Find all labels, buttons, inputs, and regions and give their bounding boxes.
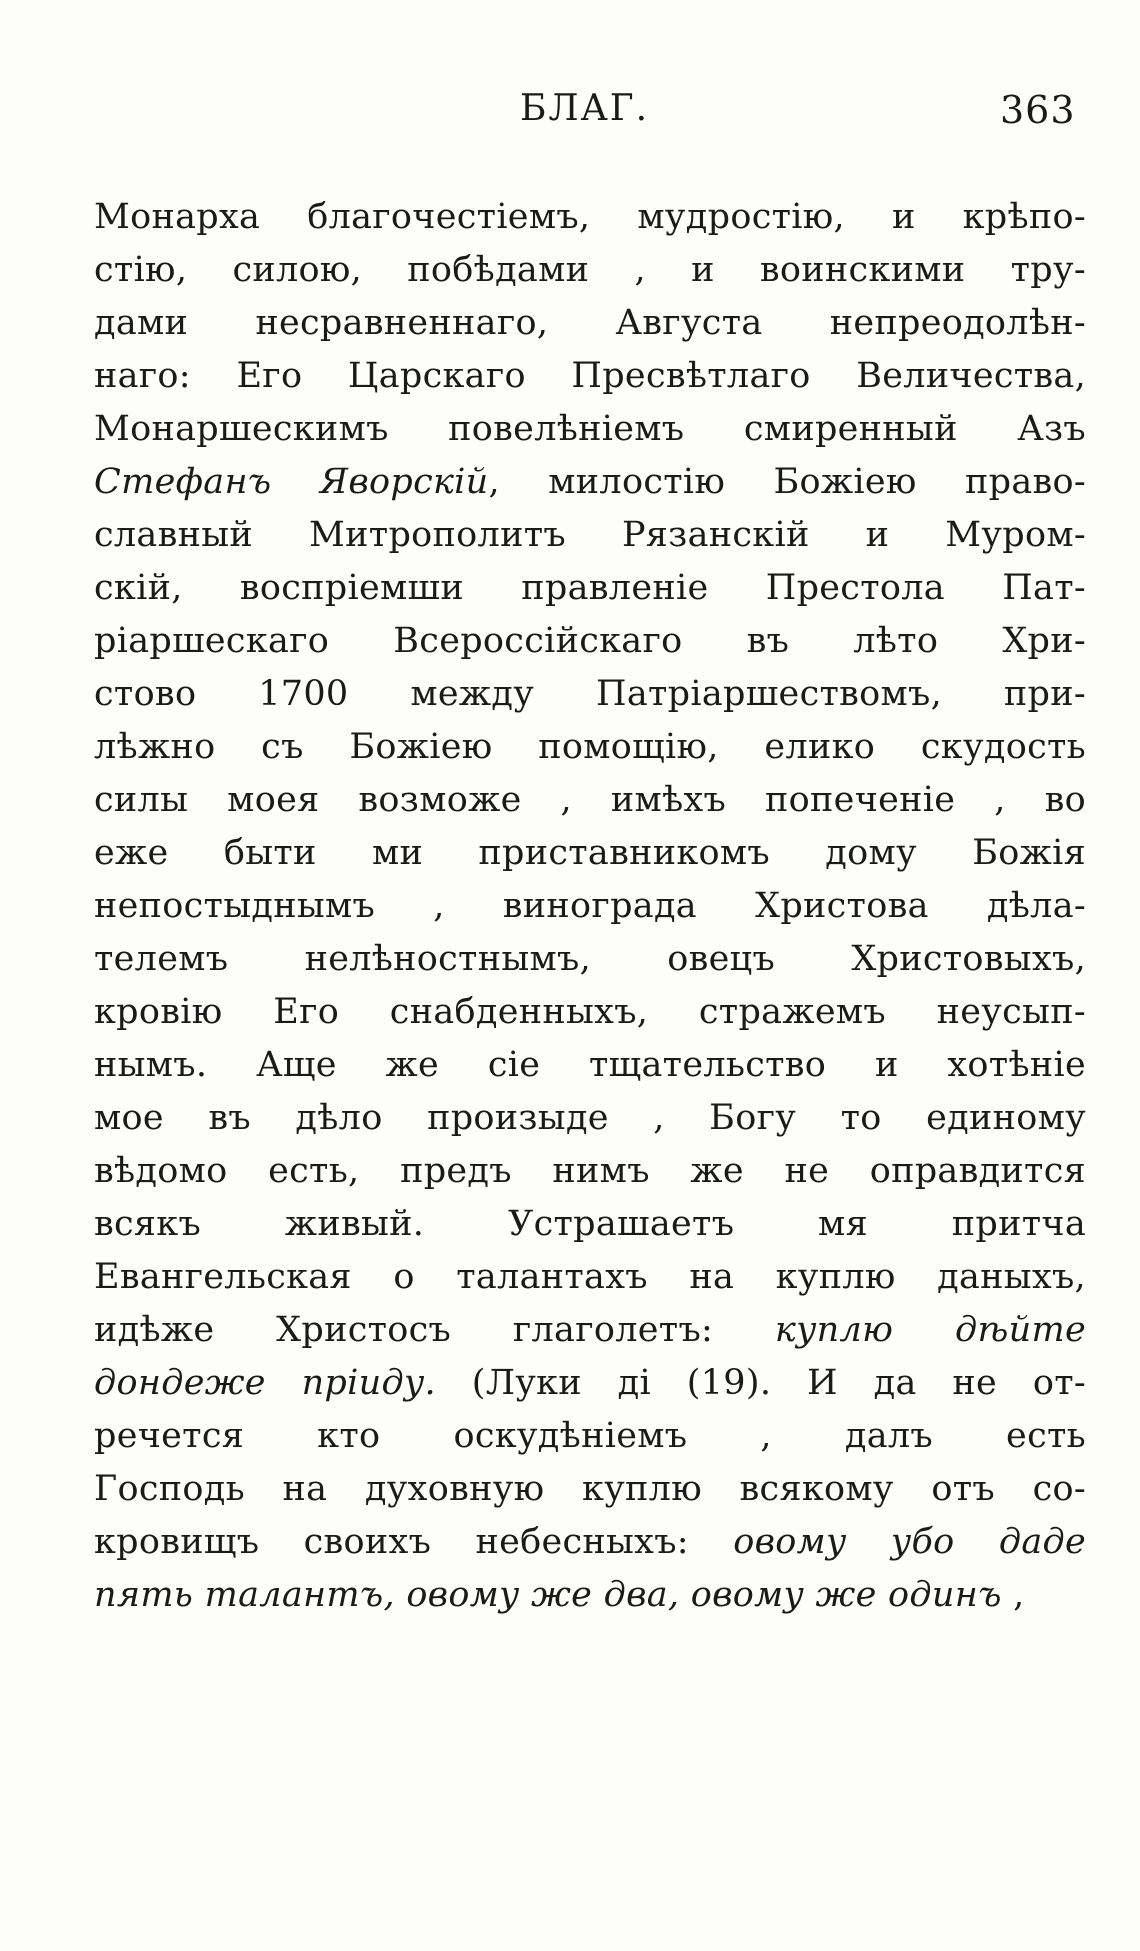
- line-text: всякъ живый. Устрашаетъ мя притча: [94, 1204, 1086, 1244]
- line-text-italic: дондеже пріиду.: [94, 1363, 436, 1403]
- line-text: дами несравненнаго, Августа непреодолѣн-: [94, 303, 1086, 343]
- text-line: [94, 1251, 1086, 1304]
- line-text: стово 1700 между Патріаршествомъ, при-: [94, 674, 1086, 714]
- text-line: [94, 1516, 1086, 1569]
- line-text: непостыднымъ , винограда Христова дѣла-: [94, 886, 1086, 926]
- line-text-italic: овому убо даде: [733, 1522, 1086, 1562]
- line-text: ріаршескаго Всероссійскаго въ лѣто Хри-: [94, 621, 1086, 661]
- text-line: [94, 350, 1086, 403]
- line-text-roman: идѣже Христосъ глаголетъ:: [94, 1310, 775, 1350]
- line-text: лѣжно съ Божіею помощію, елико скудость: [94, 727, 1086, 767]
- line-text: наго: Его Царскаго Пресвѣтлаго Величества,: [94, 356, 1086, 396]
- line-text: Евангельская о талантахъ на куплю даныхъ,: [94, 1257, 1086, 1297]
- text-line: [94, 297, 1086, 350]
- line-text-roman: (Луки ді (19). И да не от-: [435, 1363, 1086, 1403]
- line-text: стію, силою, побѣдами , и воинскими тру-: [94, 250, 1086, 290]
- line-text: скій, воспріемши правленіе Престола Пат-: [94, 568, 1086, 608]
- line-text: славный Митрополитъ Рязанскій и Муром-: [94, 515, 1086, 555]
- text-line: [94, 1092, 1086, 1145]
- text-line: [94, 456, 1086, 509]
- text-line: [94, 880, 1086, 933]
- text-line: [94, 933, 1086, 986]
- line-text: еже быти ми приставникомъ дому Божія: [94, 833, 1086, 873]
- text-line: [94, 562, 1086, 615]
- line-text: Господь на духовную куплю всякому отъ со-: [94, 1469, 1086, 1509]
- line-text: телемъ нелѣностнымъ, овецъ Христовыхъ,: [94, 939, 1086, 979]
- text-line: [94, 1304, 1086, 1357]
- text-line: [94, 244, 1086, 297]
- line-text-roman: ,: [1001, 1575, 1025, 1615]
- line-text: Монаршескимъ повелѣніемъ смиренный Азъ: [94, 409, 1086, 449]
- text-line: [94, 1357, 1086, 1410]
- text-line: [94, 1198, 1086, 1251]
- text-line: [94, 774, 1086, 827]
- line-text-italic: Стефанъ Яворскій: [94, 462, 489, 502]
- line-text: Монарха благочестіемъ, мудростію, и крѣпо-: [94, 197, 1086, 237]
- text-line: [94, 1463, 1086, 1516]
- line-text: нымъ. Аще же сіе тщательство и хотѣніе: [94, 1045, 1086, 1085]
- line-text: мое въ дѣло произыде , Богу то единому: [94, 1098, 1086, 1138]
- text-line: [94, 1039, 1086, 1092]
- line-text-italic: пять талантъ, овому же два, овому же одинъ: [94, 1575, 1002, 1615]
- text-line: [94, 615, 1086, 668]
- line-text: силы моея возможе , имѣхъ попеченіе , во: [94, 780, 1086, 820]
- page-number: 363: [1000, 88, 1076, 132]
- line-text: кровію Его снабденныхъ, стражемъ неусып-: [94, 992, 1086, 1032]
- text-line: [94, 1145, 1086, 1198]
- text-line: [94, 1410, 1086, 1463]
- running-title: БЛАГ.: [520, 88, 650, 129]
- line-text-roman: , милостію Божіею право-: [488, 462, 1086, 502]
- line-text-italic: куплю дѣйте: [774, 1310, 1086, 1350]
- line-text: вѣдомо есть, предъ нимъ же не оправдится: [94, 1151, 1086, 1191]
- body-text: [94, 191, 1086, 1622]
- text-line: [94, 986, 1086, 1039]
- running-head: [0, 88, 1140, 138]
- text-line: [94, 403, 1086, 456]
- text-line: [94, 191, 1086, 244]
- text-line: [94, 721, 1086, 774]
- text-line: [94, 509, 1086, 562]
- text-line: [94, 1569, 1086, 1622]
- text-line: [94, 668, 1086, 721]
- line-text-roman: кровищъ своихъ небесныхъ:: [94, 1522, 734, 1562]
- line-text: речется кто оскудѣніемъ , далъ есть: [94, 1416, 1086, 1456]
- text-line: [94, 827, 1086, 880]
